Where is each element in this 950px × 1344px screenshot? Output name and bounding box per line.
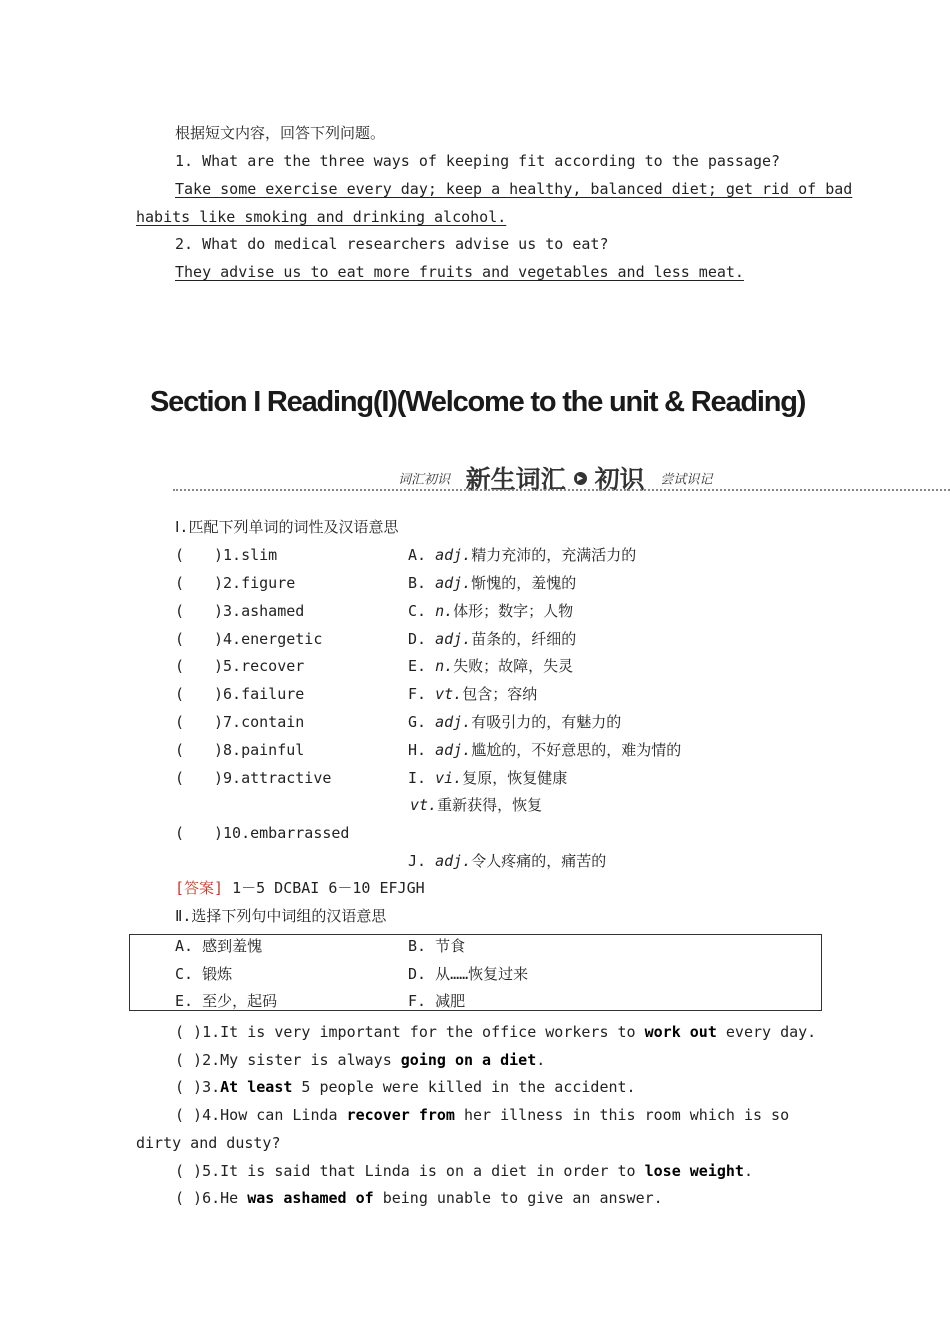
list-item-word: )3.ashamed	[214, 602, 305, 620]
list-item-def-extra: vt.重新获得，恢复	[410, 796, 543, 814]
sentence-5: ( )5.It is said that Linda is on a diet in order to lose weight.	[175, 1162, 753, 1180]
instruction-text: 根据短文内容，回答下列问题。	[175, 124, 386, 142]
list-item-def: B. adj.惭愧的，羞愧的	[408, 574, 577, 592]
option-a: A. 感到羞愧	[175, 937, 263, 955]
option-c: C. 锻炼	[175, 965, 233, 983]
sentence-1: ( )1.It is very important for the office workers to work out every day.	[175, 1023, 817, 1041]
list-item-paren: (	[175, 602, 185, 620]
list-item-def: F. vt.包含；容纳	[408, 685, 538, 703]
arrow-right-icon: ▶	[574, 472, 587, 485]
part2-title: Ⅱ.选择下列句中词组的汉语意思	[175, 907, 387, 925]
list-item-word: )9.attractive	[214, 769, 332, 787]
list-item-def: H. adj.尴尬的，不好意思的，难为情的	[408, 741, 682, 759]
sentence-3: ( )3.At least 5 people were killed in the accident.	[175, 1078, 636, 1096]
list-item-word: )8.painful	[214, 741, 305, 759]
list-item-word: )5.recover	[214, 657, 305, 675]
banner-main-2: 初识	[594, 465, 645, 494]
list-item-paren: (	[175, 630, 185, 648]
answer-label: [答案]	[175, 879, 224, 897]
sentence-4: ( )4.How can Linda recover from her illness in this room which is so	[175, 1106, 790, 1124]
sentence-2: ( )2.My sister is always going on a diet.	[175, 1051, 546, 1069]
answer-2: They advise us to eat more fruits and vegetables and less meat.	[175, 263, 744, 281]
section-title: Section I Reading(I)(Welcome to the unit & Reading)	[150, 386, 806, 418]
list-item-def: A. adj.精力充沛的，充满活力的	[408, 546, 637, 564]
list-item-word: )6.failure	[214, 685, 305, 703]
list-item-paren: (	[175, 741, 185, 759]
question-1: 1. What are the three ways of keeping fit according to the passage?	[175, 152, 781, 170]
list-item-word: )2.figure	[214, 574, 296, 592]
sentence-4-continued: dirty and dusty?	[136, 1134, 281, 1152]
answer-text: 1－5 DCBAI 6－10 EFJGH	[223, 879, 425, 897]
list-item-paren: (	[175, 713, 185, 731]
banner-main-1: 新生词汇	[465, 465, 566, 494]
list-item-word: )4.energetic	[214, 630, 323, 648]
list-item-def: J. adj.令人疼痛的，痛苦的	[408, 852, 607, 870]
sentence-6: ( )6.He was ashamed of being unable to give an answer.	[175, 1189, 663, 1207]
list-item-def: E. n.失败；故障，失灵	[408, 657, 574, 675]
list-item-word: )10.embarrassed	[214, 824, 350, 842]
option-e: E. 至少，起码	[175, 992, 278, 1010]
list-item-def: I. vi.复原，恢复健康	[408, 769, 568, 787]
list-item-paren: (	[175, 546, 185, 564]
list-item-paren: (	[175, 685, 185, 703]
list-item-paren: (	[175, 769, 185, 787]
list-item-paren: (	[175, 574, 185, 592]
option-d: D. 从……恢复过来	[408, 965, 529, 983]
banner-right-label: 尝试识记	[660, 472, 713, 488]
list-item-word: )7.contain	[214, 713, 305, 731]
banner-left-label: 词汇初识	[398, 472, 451, 488]
part1-title: Ⅰ.匹配下列单词的词性及汉语意思	[175, 518, 399, 536]
list-item-def: D. adj.苗条的，纤细的	[408, 630, 577, 648]
answer-1-line-1: Take some exercise every day; keep a healthy, balanced diet; get rid of bad	[175, 180, 853, 198]
answer-line	[175, 878, 425, 898]
list-item-def: G. adj.有吸引力的，有魅力的	[408, 713, 622, 731]
list-item-def: C. n.体形；数字；人物	[408, 602, 574, 620]
list-item-paren: (	[175, 657, 185, 675]
list-item-paren: (	[175, 824, 185, 842]
banner-divider	[173, 489, 950, 491]
question-2: 2. What do medical researchers advise us to eat?	[175, 235, 609, 253]
option-b: B. 节食	[408, 937, 466, 955]
list-item-word: )1.slim	[214, 546, 278, 564]
answer-1-line-2: habits like smoking and drinking alcohol.	[136, 208, 507, 226]
option-f: F. 减肥	[408, 992, 466, 1010]
